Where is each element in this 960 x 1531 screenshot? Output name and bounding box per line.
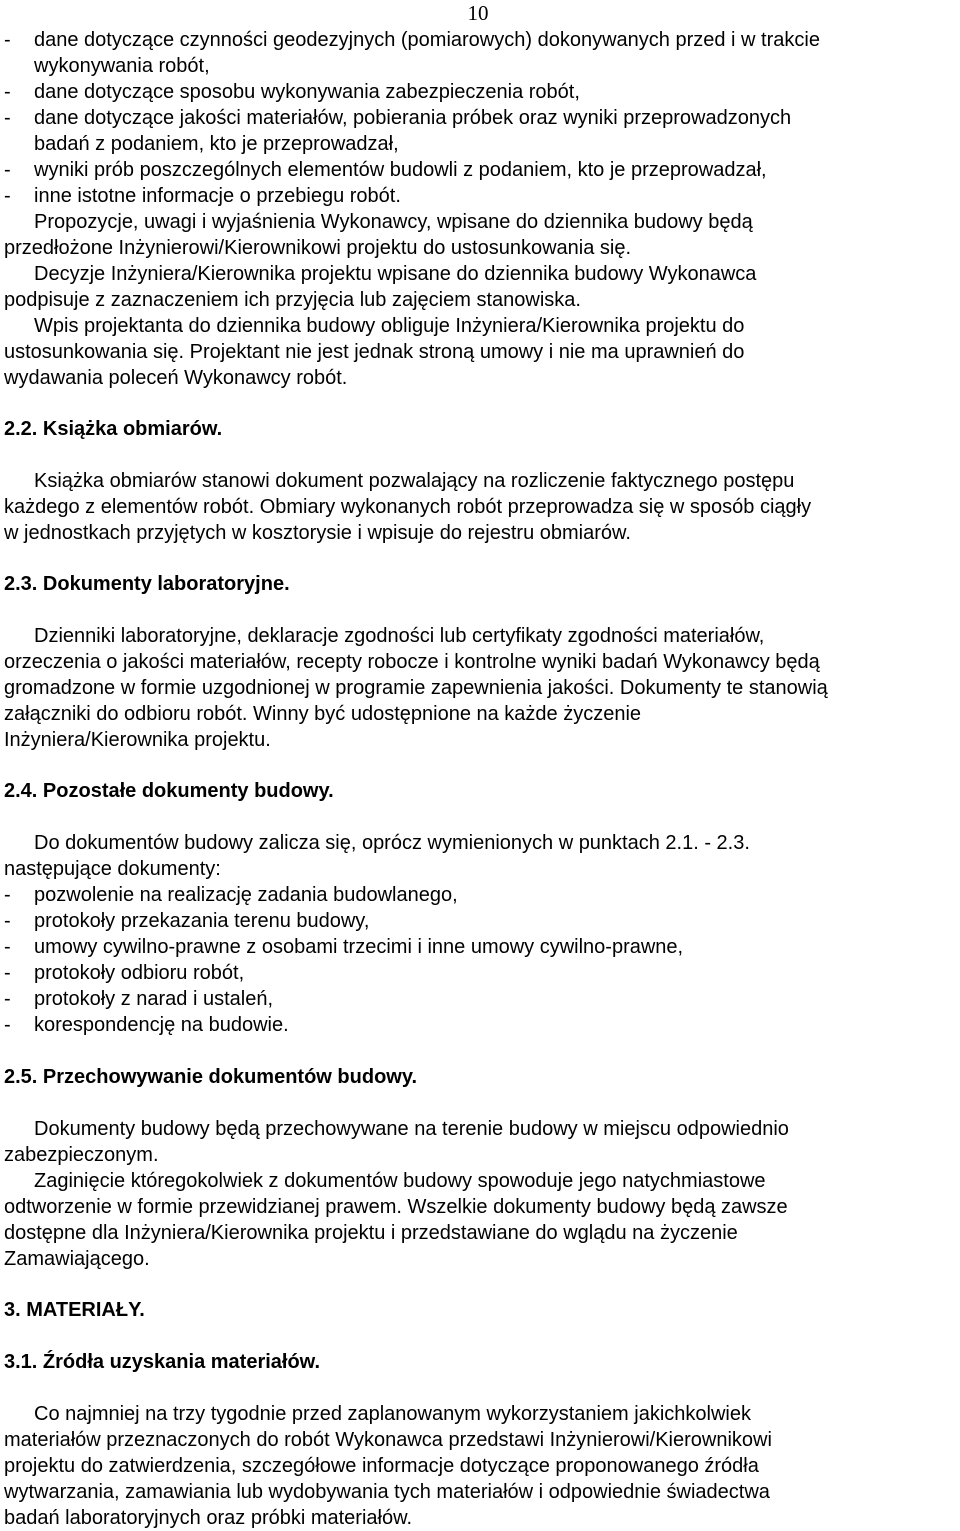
text-line: zabezpieczonym. xyxy=(4,1144,159,1166)
list-item: wyniki prób poszczególnych elementów budowli z podaniem, kto je przeprowadzał, xyxy=(34,159,767,181)
text-line: Książka obmiarów stanowi dokument pozwalający na rozliczenie faktycznego postępu xyxy=(34,470,795,492)
text-line: Zamawiającego. xyxy=(4,1248,150,1270)
bullet-dash: - xyxy=(4,1014,11,1036)
list-item: pozwolenie na realizację zadania budowlanego, xyxy=(34,884,458,906)
text-line: Dokumenty budowy będą przechowywane na terenie budowy w miejscu odpowiednio xyxy=(34,1118,789,1140)
list-item-continuation: wykonywania robót, xyxy=(34,55,210,77)
text-line: projektu do zatwierdzenia, szczegółowe informacje dotyczące proponowanego źródła xyxy=(4,1455,759,1477)
section-heading-3: 3. MATERIAŁY. xyxy=(4,1299,145,1321)
text-line: Wpis projektanta do dziennika budowy obliguje Inżyniera/Kierownika projektu do xyxy=(34,315,745,337)
list-item: inne istotne informacje o przebiegu robót. xyxy=(34,185,401,207)
section-heading-2-3: 2.3. Dokumenty laboratoryjne. xyxy=(4,573,290,595)
bullet-dash: - xyxy=(4,107,11,129)
list-item: dane dotyczące sposobu wykonywania zabezpieczenia robót, xyxy=(34,81,580,103)
text-line: Decyzje Inżyniera/Kierownika projektu wpisane do dziennika budowy Wykonawca xyxy=(34,263,757,285)
text-line: wytwarzania, zamawiania lub wydobywania tych materiałów i odpowiednie świadectwa xyxy=(4,1481,770,1503)
text-line: załączniki do odbioru robót. Winny być udostępnione na każde życzenie xyxy=(4,703,642,725)
list-item: umowy cywilno-prawne z osobami trzecimi i inne umowy cywilno-prawne, xyxy=(34,936,684,958)
list-item: protokoły przekazania terenu budowy, xyxy=(34,910,370,932)
bullet-dash: - xyxy=(4,988,11,1010)
bullet-dash: - xyxy=(4,936,11,958)
text-line: odtworzenie w formie przewidzianej prawem. Wszelkie dokumenty budowy będą zawsze xyxy=(4,1196,788,1218)
text-line: materiałów przeznaczonych do robót Wykonawca przedstawi Inżynierowi/Kierownikowi xyxy=(4,1429,772,1451)
bullet-dash: - xyxy=(4,29,11,51)
text-line: dostępne dla Inżyniera/Kierownika projektu i przedstawiane do wglądu na życzenie xyxy=(4,1222,738,1244)
bullet-dash: - xyxy=(4,910,11,932)
section-heading-2-4: 2.4. Pozostałe dokumenty budowy. xyxy=(4,780,334,802)
text-line: Co najmniej na trzy tygodnie przed zaplanowanym wykorzystaniem jakichkolwiek xyxy=(34,1403,751,1425)
text-line: Inżyniera/Kierownika projektu. xyxy=(4,729,271,751)
text-line: gromadzone w formie uzgodnionej w programie zapewnienia jakości. Dokumenty te stanowią xyxy=(4,677,828,699)
bullet-dash: - xyxy=(4,159,11,181)
text-line: Propozycje, uwagi i wyjaśnienia Wykonawcy, wpisane do dziennika budowy będą xyxy=(34,211,753,233)
bullet-dash: - xyxy=(4,962,11,984)
text-line: wydawania poleceń Wykonawcy robót. xyxy=(4,367,348,389)
text-line: każdego z elementów robót. Obmiary wykonanych robót przeprowadza się w sposób ciągły xyxy=(4,496,812,518)
section-heading-2-2: 2.2. Książka obmiarów. xyxy=(4,418,223,440)
section-heading-2-5: 2.5. Przechowywanie dokumentów budowy. xyxy=(4,1066,418,1088)
text-line: przedłożone Inżynierowi/Kierownikowi projektu do ustosunkowania się. xyxy=(4,237,632,259)
text-line: podpisuje z zaznaczeniem ich przyjęcia lub zajęciem stanowiska. xyxy=(4,289,581,311)
page-number: 10 xyxy=(467,1,489,25)
text-line: badań laboratoryjnych oraz próbki materiałów. xyxy=(4,1507,412,1529)
list-item: protokoły z narad i ustaleń, xyxy=(34,988,274,1010)
list-item-continuation: badań z podaniem, kto je przeprowadzał, xyxy=(34,133,399,155)
text-line: Dzienniki laboratoryjne, deklaracje zgodności lub certyfikaty zgodności materiałów, xyxy=(34,625,765,647)
list-item: korespondencję na budowie. xyxy=(34,1014,289,1036)
text-line: Zaginięcie któregokolwiek z dokumentów budowy spowoduje jego natychmiastowe xyxy=(34,1170,766,1192)
text-line: ustosunkowania się. Projektant nie jest jednak stroną umowy i nie ma uprawnień do xyxy=(4,341,745,363)
list-item: dane dotyczące czynności geodezyjnych (pomiarowych) dokonywanych przed i w trakcie xyxy=(34,29,820,51)
text-line: orzeczenia o jakości materiałów, recepty robocze i kontrolne wyniki badań Wykonawcy będą xyxy=(4,651,820,673)
bullet-dash: - xyxy=(4,81,11,103)
text-line: następujące dokumenty: xyxy=(4,858,221,880)
text-line: w jednostkach przyjętych w kosztorysie i wpisuje do rejestru obmiarów. xyxy=(4,522,631,544)
text-line: Do dokumentów budowy zalicza się, oprócz wymienionych w punktach 2.1. - 2.3. xyxy=(34,832,750,854)
section-heading-3-1: 3.1. Źródła uzyskania materiałów. xyxy=(4,1351,321,1373)
list-item: protokoły odbioru robót, xyxy=(34,962,245,984)
bullet-dash: - xyxy=(4,185,11,207)
bullet-dash: - xyxy=(4,884,11,906)
list-item: dane dotyczące jakości materiałów, pobierania próbek oraz wyniki przeprowadzonych xyxy=(34,107,792,129)
